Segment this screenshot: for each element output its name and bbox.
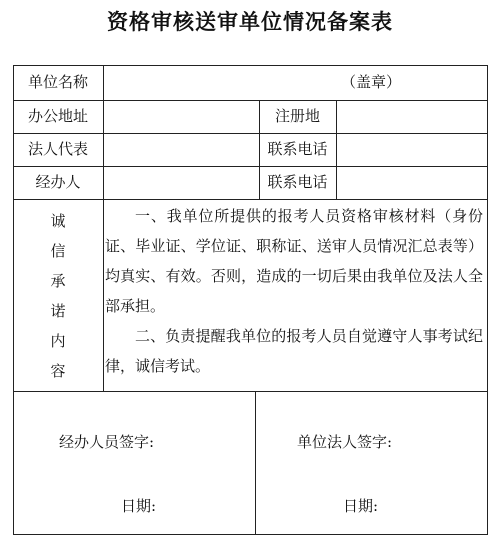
registered-place-field[interactable] <box>338 102 485 131</box>
legal-rep-label: 法人代表 <box>27 140 88 158</box>
mid-column-divider <box>336 100 337 199</box>
signature-divider <box>255 391 256 534</box>
table-border-right <box>487 65 488 535</box>
promise-char: 诺 <box>50 301 66 320</box>
promise-char: 承 <box>50 271 66 290</box>
handler-signature-label: 经办人员签字: <box>59 433 155 451</box>
seal-note: （盖章） <box>340 73 401 91</box>
unit-name-label: 单位名称 <box>27 73 88 91</box>
promise-vertical-label <box>13 199 103 391</box>
date-label-right: 日期: <box>343 497 379 515</box>
office-address-field[interactable] <box>105 102 257 131</box>
promise-char: 信 <box>50 241 66 260</box>
unit-name-field[interactable] <box>105 67 305 98</box>
office-address-label: 办公地址 <box>27 107 88 125</box>
promise-char: 诚 <box>50 211 66 230</box>
table-border-bottom <box>13 534 488 535</box>
page-title: 资格审核送审单位情况备案表 <box>107 10 393 34</box>
legal-rep-field[interactable] <box>105 135 257 164</box>
promise-char: 内 <box>50 331 66 350</box>
contact-phone-field[interactable] <box>338 135 485 164</box>
promise-paragraph-2: 二、负责提醒我单位的报考人员自觉遵守人事考试纪律，诚信考试。 <box>105 327 483 375</box>
date-label-left: 日期: <box>121 497 157 515</box>
contact-phone-field-2[interactable] <box>338 168 485 197</box>
contact-phone-label: 联系电话 <box>267 140 328 158</box>
handler-label: 经办人 <box>35 173 81 191</box>
legal-signature-label: 单位法人签字: <box>297 433 393 451</box>
row-divider <box>13 391 488 392</box>
promise-paragraph-1: 一、我单位所提供的报考人员资格审核材料（身份证、毕业证、学位证、职称证、送审人员情况汇总表等）均真实、有效。否则，造成的一切后果由我单位及法人全部承担。 <box>105 207 483 315</box>
handler-field[interactable] <box>105 168 257 197</box>
record-form-table <box>13 65 488 535</box>
promise-char: 容 <box>50 361 66 380</box>
contact-phone-label-2: 联系电话 <box>267 173 328 191</box>
registered-place-label: 注册地 <box>274 107 320 125</box>
label-column-divider <box>103 65 104 391</box>
